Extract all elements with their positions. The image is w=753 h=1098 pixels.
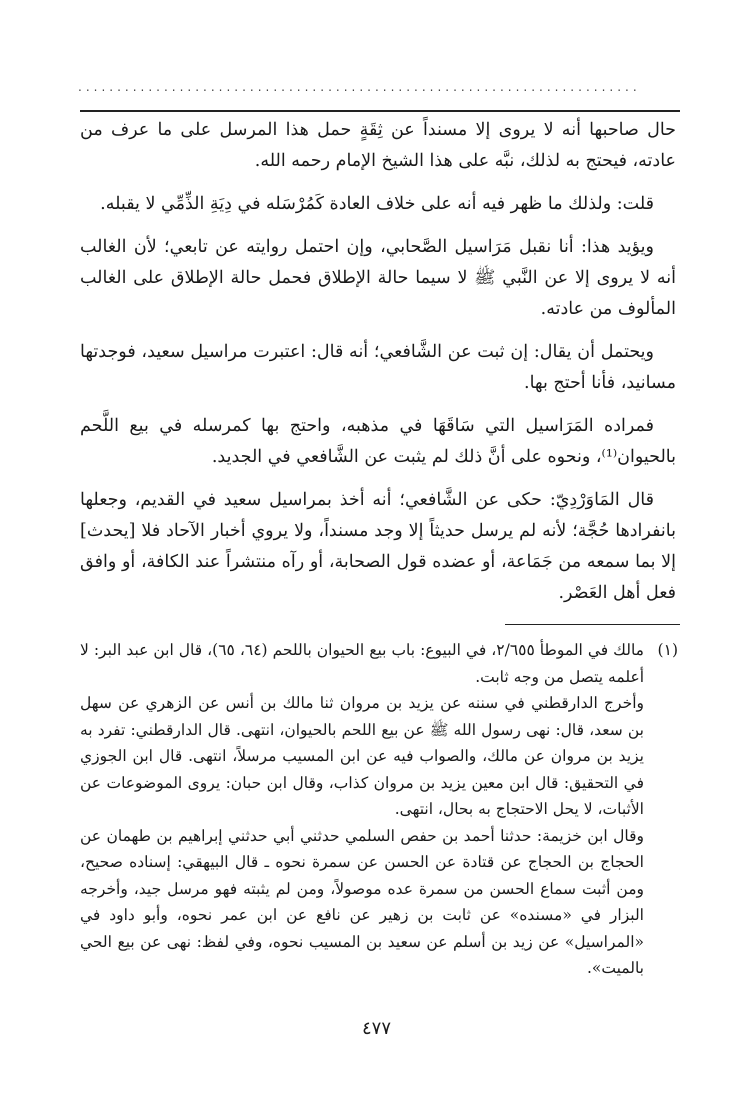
paragraph-6: قال المَاوَرْدِيّ: حكى عن الشَّافعي؛ أنه أخذ بمراسيل سعيد في القديم، وجعلها بانفرادها حُجَّة؛ لأنه لم يرسل حديثاً إلا وجد مسنداً، ولا يروي أخبار الآحاد فلا [يحدث] إلا بما سمعه من جَمَاعة، أو عضده قول الصحابة، أو رآه منتشراً عند الكافة، أو وافق فعل أهل العَصْر.	[80, 490, 676, 603]
paragraph-1: حال صاحبها أنه لا يروى إلا مسنداً عن ثِقَةٍ حمل هذا المرسل على ما عرف من عادته، فيحتج به لذلك، نبَّه على هذا الشيخ الإمام رحمه الله.	[80, 120, 676, 171]
footnote-body	[80, 637, 644, 982]
footnote-1	[80, 637, 678, 982]
paragraph-3: ويؤيد هذا: أنا نقبل مَرَاسيل الصَّحابي، وإن احتمل روايته عن تابعي؛ لأن الغالب أنه لا يروى إلا عن النَّبي ﷺ لا سيما حالة الإطلاق فحمل حالة الإطلاق على الغالب المألوف من عادته.	[80, 237, 676, 319]
page-number: ٤٧٧	[361, 1018, 391, 1039]
header-rule	[80, 110, 680, 112]
main-text	[80, 115, 676, 621]
footnote-rule	[505, 624, 680, 625]
paragraph-2: قلت: ولذلك ما ظهر فيه أنه على خلاف العادة كَمُرْسَله في دِيَةِ الذِّمِّي لا يقبله.	[100, 194, 654, 214]
footnote-paragraph-3: وقال ابن خزيمة: حدثنا أحمد بن حفص السلمي حدثني أبي حدثني إبراهيم بن طهمان عن الحجاج بن الحجاج عن قتادة عن الحسن عن سمرة نحوه ـ قال البيهقي: إسناده صحيح، ومن أثبت سماع الحسن من سمرة عده موصولاً، ومن لم يثبته فهو مرسل جيد، وأخرجه البزار في «مسنده» عن ثابت بن زهير عن نافع عن ابن عمر نحوه، وأبو داود في «المراسيل» عن زيد بن أسلم عن سعيد بن المسيب نحوه، وفي لفظ: نهى عن بيع الحي بالميت».	[80, 826, 644, 977]
footnote-marker: (١)	[657, 641, 678, 659]
footnote-paragraph-2: وأخرج الدارقطني في سننه عن يزيد بن مروان ثنا مالك بن أنس عن الزهري عن سهل بن سعد، قال: نهى رسول الله ﷺ عن بيع اللحم بالحيوان، انتهى. قال الدارقطني: تفرد به يزيد بن مروان عن مالك، والصواب فيه عن ابن المسيب مرسلاً، انتهى. قال ابن الجوزي في التحقيق: قال ابن معين يزيد بن مروان كذاب، وقال ابن حبان: يروى الموضوعات عن الأثبات، لا يحل الاحتجاج به بحال، انتهى.	[80, 694, 644, 818]
paragraph-5: فمراده المَرَاسيل التي سَاقَهَا في مذهبه، واحتج بها كمرسله في بيع اللَّحم بالحيوان⁽¹⁾، ونحوه على أنَّ ذلك لم يثبت عن الشَّافعي في الجديد.	[80, 416, 676, 467]
paragraph-4: ويحتمل أن يقال: إن ثبت عن الشَّافعي؛ أنه قال: اعتبرت مراسيل سعيد، فوجدتها مسانيد، فأنا أحتج بها.	[80, 342, 676, 393]
header-dotted-line: ........................................................................	[78, 82, 641, 92]
footnotes	[80, 637, 678, 982]
footnote-paragraph-1: مالك في الموطأ ٢/٦٥٥، في البيوع: باب بيع الحيوان باللحم (٦٤، ٦٥)، قال ابن عبد البر: لا أعلمه يتصل من وجه ثابت.	[80, 641, 644, 686]
